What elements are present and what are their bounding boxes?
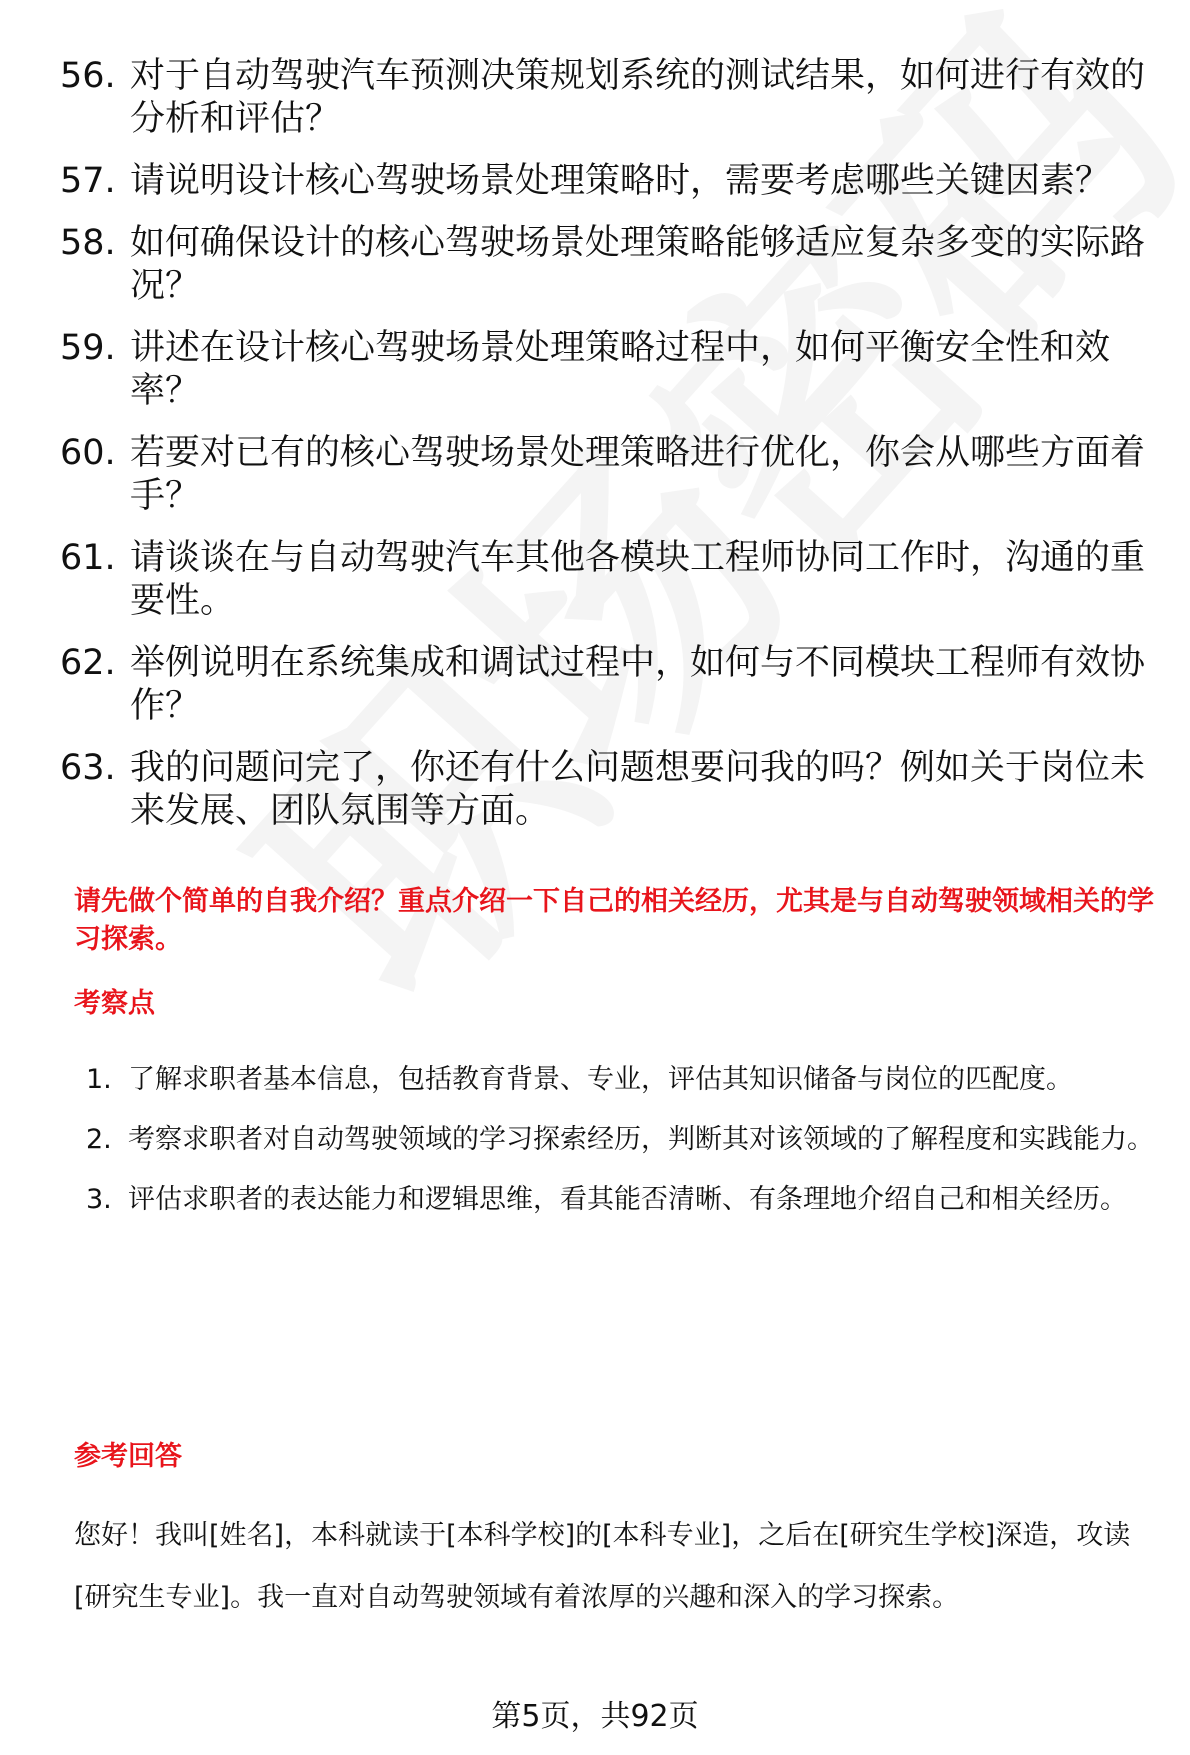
page-footer: 第5页，共92页 xyxy=(491,1699,699,1734)
question-item xyxy=(60,432,1155,518)
question-text: 如何确保设计的核心驾驶场景处理策略能够适应复杂多变的实际路况？ xyxy=(130,223,1146,306)
question-item xyxy=(60,160,1155,203)
question-text: 对于自动驾驶汽车预测决策规划系统的测试结果，如何进行有效的分析和评估？ xyxy=(130,56,1146,139)
list-item xyxy=(86,1050,1161,1110)
question-item xyxy=(60,642,1155,728)
list-item-text: 评估求职者的表达能力和逻辑思维，看其能否清晰、有条理地介绍自己和相关经历。 xyxy=(128,1184,1127,1215)
question-text: 我的问题问完了，你还有什么问题想要问我的吗？例如关于岗位未来发展、团队氛围等方面。 xyxy=(130,748,1146,831)
question-text: 若要对已有的核心驾驶场景处理策略进行优化，你会从哪些方面着手？ xyxy=(130,433,1146,516)
question-list xyxy=(60,55,1155,852)
reference-heading: 参考回答 xyxy=(74,1441,182,1472)
list-item-number: 3. xyxy=(86,1184,112,1215)
question-text: 请说明设计核心驾驶场景处理策略时，需要考虑哪些关键因素？ xyxy=(130,161,1111,201)
question-number: 59. xyxy=(60,328,116,368)
question-number: 60. xyxy=(60,433,116,473)
kaochadian-list xyxy=(86,1050,1161,1230)
question-item xyxy=(60,222,1155,308)
list-item-number: 2. xyxy=(86,1124,112,1155)
list-item xyxy=(86,1110,1161,1170)
question-item xyxy=(60,747,1155,833)
list-item-text: 考察求职者对自动驾驶领域的学习探索经历，判断其对该领域的了解程度和实践能力。 xyxy=(128,1124,1154,1155)
question-number: 57. xyxy=(60,161,116,201)
main-question-heading: 请先做个简单的自我介绍？重点介绍一下自己的相关经历，尤其是与自动驾驶领域相关的学习探索。 xyxy=(74,886,1154,955)
question-item xyxy=(60,55,1155,141)
list-item xyxy=(86,1170,1161,1230)
question-item xyxy=(60,327,1155,413)
list-item-text: 了解求职者基本信息，包括教育背景、专业，评估其知识储备与岗位的匹配度。 xyxy=(128,1064,1073,1095)
question-number: 62. xyxy=(60,643,116,683)
list-item-number: 1. xyxy=(86,1064,112,1095)
question-number: 61. xyxy=(60,538,116,578)
kaochadian-heading: 考察点 xyxy=(74,988,155,1019)
question-text: 请谈谈在与自动驾驶汽车其他各模块工程师协同工作时，沟通的重要性。 xyxy=(130,538,1146,621)
question-number: 56. xyxy=(60,56,116,96)
question-text: 举例说明在系统集成和调试过程中，如何与不同模块工程师有效协作？ xyxy=(130,643,1146,726)
question-item xyxy=(60,537,1155,623)
reference-answer: 您好！我叫[姓名]，本科就读于[本科学校]的[本科专业]，之后在[研究生学校]深造，攻读[研究生专业]。我一直对自动驾驶领域有着浓厚的兴趣和深入的学习探索。 xyxy=(74,1520,1131,1613)
question-text: 讲述在设计核心驾驶场景处理策略过程中，如何平衡安全性和效率？ xyxy=(130,328,1111,411)
question-number: 58. xyxy=(60,223,116,263)
question-number: 63. xyxy=(60,748,116,788)
